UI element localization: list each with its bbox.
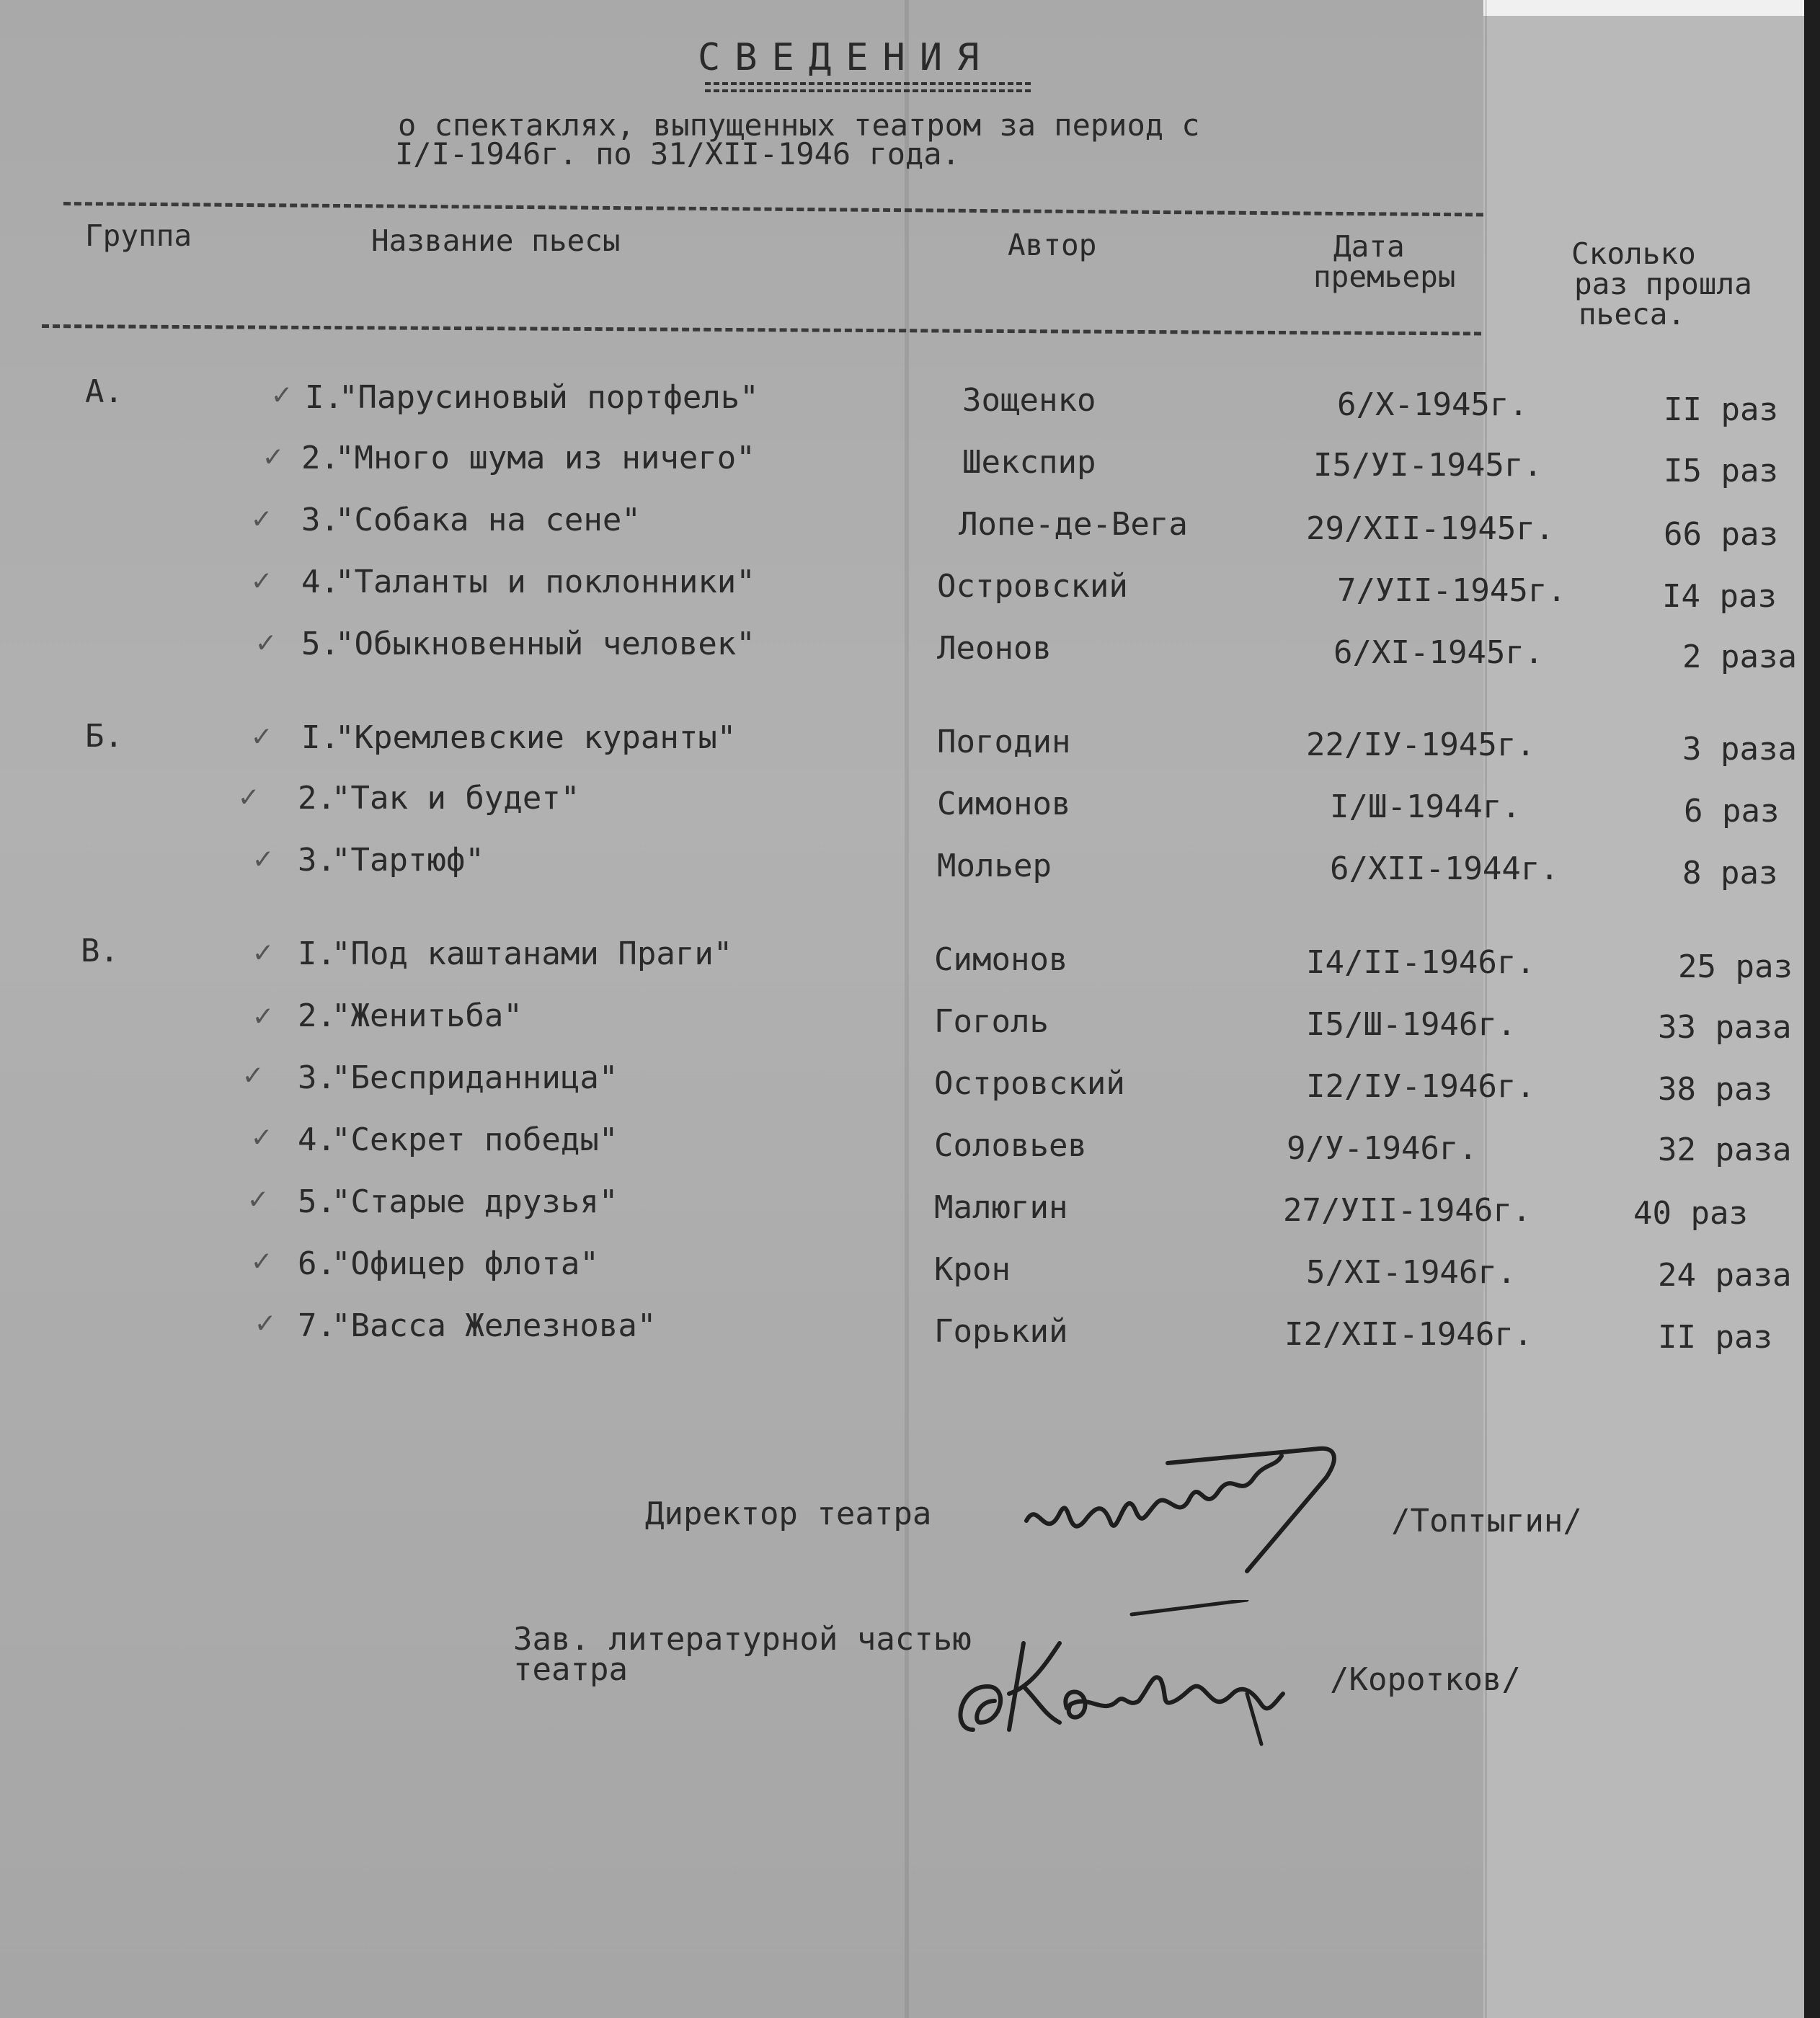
row-title: "Много шума из ничего" <box>335 440 755 476</box>
checkmark-icon: ✓ <box>272 376 291 412</box>
row-count: 40 раз <box>1633 1195 1748 1232</box>
checkmark-icon: ✓ <box>256 1304 275 1340</box>
row-number: I. <box>305 379 343 416</box>
row-author: Лопе-де-Вега <box>959 506 1188 543</box>
checkmark-icon: ✓ <box>252 500 271 535</box>
title-underline-2 <box>705 89 1031 92</box>
table-header-rule <box>42 324 1481 335</box>
row-count: 33 раза <box>1658 1009 1792 1046</box>
row-author: Шекспир <box>962 444 1096 481</box>
row-date: I2/XII-1946г. <box>1284 1316 1533 1353</box>
row-date: 5/XI-1946г. <box>1306 1254 1517 1291</box>
row-number: 5. <box>301 626 339 662</box>
row-date: 6/XI-1945г. <box>1333 634 1544 671</box>
checkmark-icon: ✓ <box>252 1119 271 1154</box>
header-premiere-2: премьеры <box>1313 259 1456 294</box>
row-title: "Обыкновенный человек" <box>335 626 755 662</box>
checkmark-icon: ✓ <box>254 934 272 969</box>
row-date: 6/X-1945г. <box>1337 386 1528 423</box>
group-label-a: А. <box>85 373 123 410</box>
row-author: Гоголь <box>934 1003 1049 1040</box>
row-number: 7. <box>298 1307 336 1344</box>
row-title: "Старые друзья" <box>332 1183 618 1220</box>
director-name: /Топтыгин/ <box>1391 1503 1582 1539</box>
row-count: II раз <box>1658 1319 1772 1356</box>
row-date: 9/У-1946г. <box>1287 1130 1478 1167</box>
row-author: Малюгин <box>934 1189 1068 1226</box>
header-count-3: пьеса. <box>1579 297 1686 332</box>
checkmark-icon: ✓ <box>257 624 275 659</box>
row-number: 3. <box>298 1059 336 1096</box>
row-title: "Бесприданница" <box>332 1059 618 1096</box>
checkmark-icon: ✓ <box>254 840 272 876</box>
header-play-title: Название пьесы <box>371 223 621 258</box>
row-title: "Женитьба" <box>332 997 523 1034</box>
header-count-2: раз прошла <box>1574 267 1752 301</box>
row-author: Горький <box>934 1313 1068 1350</box>
literary-name: /Коротков/ <box>1330 1661 1521 1698</box>
director-label: Директор театра <box>645 1495 932 1532</box>
row-number: I. <box>298 935 336 972</box>
row-number: 4. <box>301 564 339 600</box>
row-title: "Васса Железнова" <box>332 1307 657 1344</box>
director-signature <box>1016 1434 1377 1578</box>
checkmark-icon: ✓ <box>239 778 258 814</box>
row-date: 29/XII-1945г. <box>1306 510 1555 547</box>
row-count: 3 раза <box>1682 731 1797 768</box>
header-premiere-1: Дата <box>1333 229 1405 264</box>
row-count: I5 раз <box>1664 453 1778 489</box>
row-title: "Секрет победы" <box>332 1121 618 1158</box>
row-number: 3. <box>298 842 336 879</box>
row-count: 38 раз <box>1658 1071 1772 1108</box>
row-number: 2. <box>298 780 336 817</box>
row-date: 22/IУ-1945г. <box>1306 726 1535 763</box>
row-date: 27/УII-1946г. <box>1283 1192 1532 1229</box>
row-title: "Кремлевские куранты" <box>335 719 737 756</box>
row-author: Зощенко <box>962 382 1096 419</box>
row-number: 5. <box>298 1183 336 1220</box>
row-count: 24 раза <box>1658 1257 1792 1294</box>
row-title: "Тартюф" <box>332 842 484 879</box>
row-count: 25 раз <box>1678 948 1793 985</box>
row-author: Симонов <box>934 941 1068 978</box>
row-author: Островский <box>934 1065 1125 1102</box>
literary-label-1: Зав. литературной частью <box>513 1621 972 1658</box>
row-date: 6/XII-1944г. <box>1330 850 1559 887</box>
row-number: 2. <box>298 997 336 1034</box>
header-group: Группа <box>85 218 192 253</box>
literary-signature <box>944 1600 1319 1773</box>
row-author: Крон <box>934 1251 1011 1288</box>
checkmark-icon: ✓ <box>254 997 272 1033</box>
checkmark-icon: ✓ <box>249 1181 267 1216</box>
table-top-rule <box>63 202 1483 216</box>
row-date: I5/Ш-1946г. <box>1306 1006 1517 1043</box>
group-label-v: В. <box>81 933 119 969</box>
document-subtitle-1: о спектаклях, выпущенных театром за период с <box>398 107 1200 143</box>
header-count-1: Сколько <box>1571 236 1696 271</box>
row-author: Симонов <box>937 786 1071 822</box>
row-count: 6 раз <box>1684 793 1780 830</box>
checkmark-icon: ✓ <box>264 438 283 474</box>
row-date: 7/УII-1945г. <box>1337 572 1566 609</box>
row-author: Мольер <box>937 848 1052 884</box>
checkmark-icon: ✓ <box>252 1243 271 1278</box>
checkmark-icon: ✓ <box>252 562 271 597</box>
paper-corner <box>1483 0 1820 16</box>
document-title: СВЕДЕНИЯ <box>698 36 994 79</box>
row-date: I5/УI-1945г. <box>1313 447 1542 484</box>
row-count: 32 раза <box>1658 1132 1792 1168</box>
checkmark-icon: ✓ <box>244 1057 262 1092</box>
row-count: 2 раза <box>1682 639 1797 675</box>
title-underline <box>705 82 1031 85</box>
row-number: 3. <box>301 502 339 538</box>
checkmark-icon: ✓ <box>252 718 271 753</box>
row-number: I. <box>301 719 339 756</box>
row-title: "Так и будет" <box>332 780 580 817</box>
row-count: 8 раз <box>1682 855 1778 892</box>
row-author: Погодин <box>937 724 1071 760</box>
document-subtitle-2: I/I-1946г. по 31/XII-1946 года. <box>395 136 960 172</box>
row-date: I/Ш-1944г. <box>1330 788 1521 825</box>
paper-fold <box>905 0 909 2018</box>
row-number: 6. <box>298 1245 336 1282</box>
row-title: "Собака на сене" <box>335 502 641 538</box>
row-title: "Офицер флота" <box>332 1245 599 1282</box>
header-author: Автор <box>1008 228 1097 262</box>
row-count: I4 раз <box>1662 578 1777 615</box>
row-count: 66 раз <box>1664 516 1778 553</box>
row-date: I4/II-1946г. <box>1306 944 1535 981</box>
row-count: II раз <box>1664 391 1778 428</box>
group-label-b: Б. <box>85 718 123 755</box>
row-title: "Под каштанами Праги" <box>332 935 733 972</box>
row-number: 2. <box>301 440 339 476</box>
row-author: Островский <box>937 568 1128 605</box>
row-title: "Парусиновый портфель" <box>339 379 759 416</box>
row-author: Соловьев <box>934 1127 1087 1164</box>
row-title: "Таланты и поклонники" <box>335 564 755 600</box>
row-number: 4. <box>298 1121 336 1158</box>
row-date: I2/IУ-1946г. <box>1306 1068 1535 1105</box>
scan-edge <box>1804 0 1820 2018</box>
literary-label-2: театра <box>513 1651 628 1688</box>
row-author: Леонов <box>937 630 1052 667</box>
